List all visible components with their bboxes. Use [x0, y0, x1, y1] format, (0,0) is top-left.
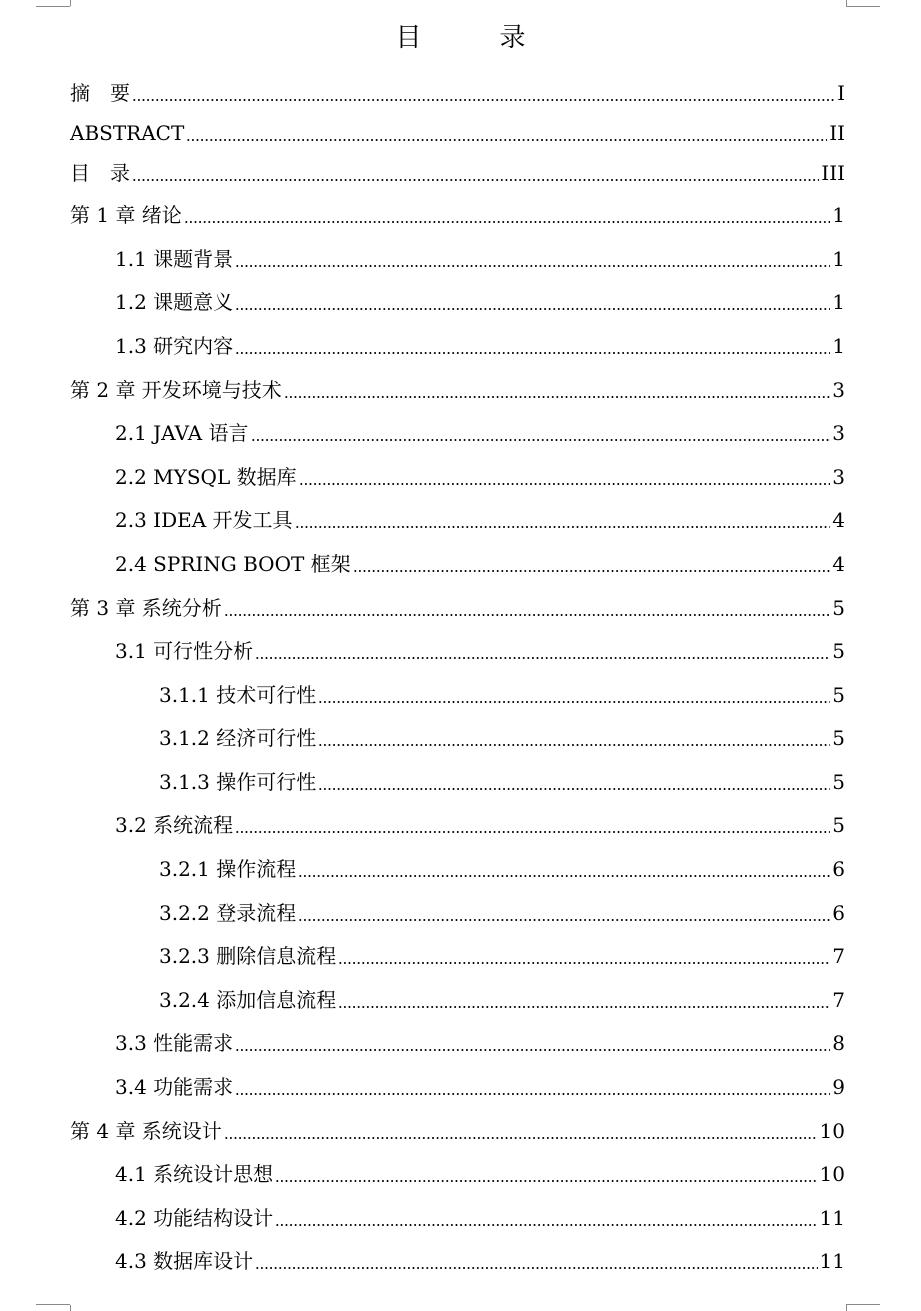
crop-mark-bottom-left-h	[36, 1304, 70, 1305]
toc-entry-label: 3.2.2 登录流程	[159, 901, 297, 925]
toc-page-number: 3	[832, 378, 845, 402]
toc-dot-leader	[299, 483, 831, 485]
toc-page-number: 5	[832, 813, 845, 837]
toc-entry[interactable]	[115, 1157, 845, 1191]
crop-mark-bottom-right-v	[846, 1305, 847, 1311]
toc-entry-label: 1.2 课题意义	[115, 290, 234, 314]
toc-dot-leader	[353, 570, 831, 572]
toc-dot-leader	[298, 875, 830, 877]
toc-page-number: II	[829, 121, 845, 145]
toc-entry[interactable]	[159, 939, 845, 973]
toc-dot-leader	[295, 526, 831, 528]
toc-entry-label: 4.2 功能结构设计	[115, 1206, 274, 1230]
toc-entry-label: 3.1.2 经济可行性	[159, 726, 317, 750]
toc-page-number: 7	[832, 988, 845, 1012]
toc-dot-leader	[235, 308, 830, 310]
toc-dot-leader	[275, 1180, 817, 1182]
toc-page-number: 9	[832, 1075, 845, 1099]
toc-page-number: III	[821, 161, 845, 185]
toc-entry-label: 第 4 章 系统设计	[70, 1119, 222, 1143]
crop-mark-bottom-right-h	[846, 1304, 880, 1305]
toc-entry[interactable]	[70, 116, 845, 150]
toc-dot-leader	[338, 962, 830, 964]
toc-page-number: 5	[832, 726, 845, 750]
toc-page-number: 5	[832, 596, 845, 620]
toc-entry-label: 第 1 章 绪论	[70, 203, 182, 227]
crop-mark-top-right-v	[846, 0, 847, 6]
toc-entry[interactable]	[70, 1114, 845, 1148]
toc-entry-label: 2.3 IDEA 开发工具	[115, 508, 293, 532]
toc-dot-leader	[275, 1224, 817, 1226]
toc-entry[interactable]	[70, 156, 845, 190]
toc-dot-leader	[224, 1137, 818, 1139]
toc-entry[interactable]	[115, 634, 845, 668]
toc-page-number: 1	[832, 247, 845, 271]
toc-entry[interactable]	[115, 416, 845, 450]
crop-mark-top-left-h	[36, 6, 70, 7]
toc-entry[interactable]	[115, 242, 845, 276]
toc-entry-label: 4.1 系统设计思想	[115, 1162, 274, 1186]
toc-entry-label: 3.4 功能需求	[115, 1075, 234, 1099]
toc-dot-leader	[235, 831, 830, 833]
toc-page-number: 11	[819, 1206, 845, 1230]
toc-entry-label: 2.2 MYSQL 数据库	[115, 465, 297, 489]
toc-entry-label: 3.1.1 技术可行性	[159, 683, 317, 707]
toc-entry[interactable]	[115, 808, 845, 842]
toc-dot-leader	[298, 919, 830, 921]
toc-entry[interactable]	[70, 373, 845, 407]
toc-page-number: 5	[832, 683, 845, 707]
toc-entry-label: 3.1.3 操作可行性	[159, 770, 317, 794]
toc-dot-leader	[318, 701, 830, 703]
toc-entry[interactable]	[70, 76, 845, 110]
toc-page-number: 6	[832, 901, 845, 925]
toc-dot-leader	[284, 396, 830, 398]
toc-entry[interactable]	[115, 285, 845, 319]
toc-dot-leader	[224, 614, 830, 616]
toc-page-number: 4	[832, 508, 845, 532]
toc-entry-label: 1.1 课题背景	[115, 247, 234, 271]
toc-entry[interactable]	[115, 460, 845, 494]
toc-page-number: 6	[832, 857, 845, 881]
toc-dot-leader	[235, 352, 830, 354]
crop-mark-top-right-h	[846, 6, 880, 7]
toc-page-number: 4	[832, 552, 845, 576]
toc-entry[interactable]	[70, 591, 845, 625]
toc-dot-leader	[132, 99, 835, 101]
toc-entry[interactable]	[159, 983, 845, 1017]
toc-page-number: 1	[832, 290, 845, 314]
toc-entry-label: ABSTRACT	[70, 121, 185, 145]
toc-entry-label: 2.4 SPRING BOOT 框架	[115, 552, 351, 576]
toc-entry-label: 3.2.4 添加信息流程	[159, 988, 337, 1012]
toc-page-number: 3	[832, 421, 845, 445]
toc-entry[interactable]	[115, 547, 845, 581]
toc-entry[interactable]	[115, 329, 845, 363]
toc-dot-leader	[186, 139, 827, 141]
toc-entry-label: 第 2 章 开发环境与技术	[70, 378, 282, 402]
toc-entry[interactable]	[159, 896, 845, 930]
toc-entry-label: 3.1 可行性分析	[115, 639, 254, 663]
toc-entry-label: 3.2 系统流程	[115, 813, 234, 837]
toc-page-number: 7	[832, 944, 845, 968]
toc-page-number: I	[837, 81, 845, 105]
toc-page-number: 10	[819, 1162, 845, 1186]
toc-page-number: 5	[832, 639, 845, 663]
toc-entry-label: 1.3 研究内容	[115, 334, 234, 358]
toc-entry[interactable]	[115, 1070, 845, 1104]
toc-dot-leader	[251, 439, 831, 441]
toc-dot-leader	[255, 1267, 817, 1269]
toc-entry-label: 摘 要	[70, 81, 130, 105]
toc-page-number: 11	[819, 1249, 845, 1273]
toc-page-number: 1	[832, 203, 845, 227]
toc-dot-leader	[235, 265, 830, 267]
toc-dot-leader	[235, 1093, 830, 1095]
toc-page-number: 1	[832, 334, 845, 358]
toc-entry[interactable]	[115, 1244, 845, 1278]
toc-dot-leader	[184, 221, 830, 223]
toc-title: 目 录	[395, 23, 552, 53]
toc-dot-leader	[338, 1006, 830, 1008]
toc-entry[interactable]	[159, 678, 845, 712]
toc-page-number: 3	[832, 465, 845, 489]
toc-page-number: 5	[832, 770, 845, 794]
crop-mark-bottom-left-v	[70, 1305, 71, 1311]
crop-mark-top-left-v	[70, 0, 71, 6]
toc-entry[interactable]	[159, 852, 845, 886]
toc-dot-leader	[235, 1049, 830, 1051]
toc-dot-leader	[318, 744, 830, 746]
toc-dot-leader	[255, 657, 830, 659]
toc-entry-label: 目 录	[70, 161, 130, 185]
toc-entry[interactable]	[115, 1026, 845, 1060]
toc-entry-label: 3.2.3 删除信息流程	[159, 944, 337, 968]
toc-entry-label: 4.3 数据库设计	[115, 1249, 254, 1273]
toc-entry-label: 3.2.1 操作流程	[159, 857, 297, 881]
toc-page-number: 10	[819, 1119, 845, 1143]
toc-dot-leader	[318, 788, 830, 790]
toc-entry[interactable]	[70, 198, 845, 232]
toc-entry[interactable]	[159, 765, 845, 799]
toc-entry[interactable]	[115, 503, 845, 537]
toc-entry-label: 2.1 JAVA 语言	[115, 421, 249, 445]
toc-dot-leader	[132, 179, 819, 181]
toc-entry[interactable]	[159, 721, 845, 755]
toc-entry-label: 3.3 性能需求	[115, 1031, 234, 1055]
toc-page-number: 8	[832, 1031, 845, 1055]
toc-entry[interactable]	[115, 1201, 845, 1235]
toc-entry-label: 第 3 章 系统分析	[70, 596, 222, 620]
